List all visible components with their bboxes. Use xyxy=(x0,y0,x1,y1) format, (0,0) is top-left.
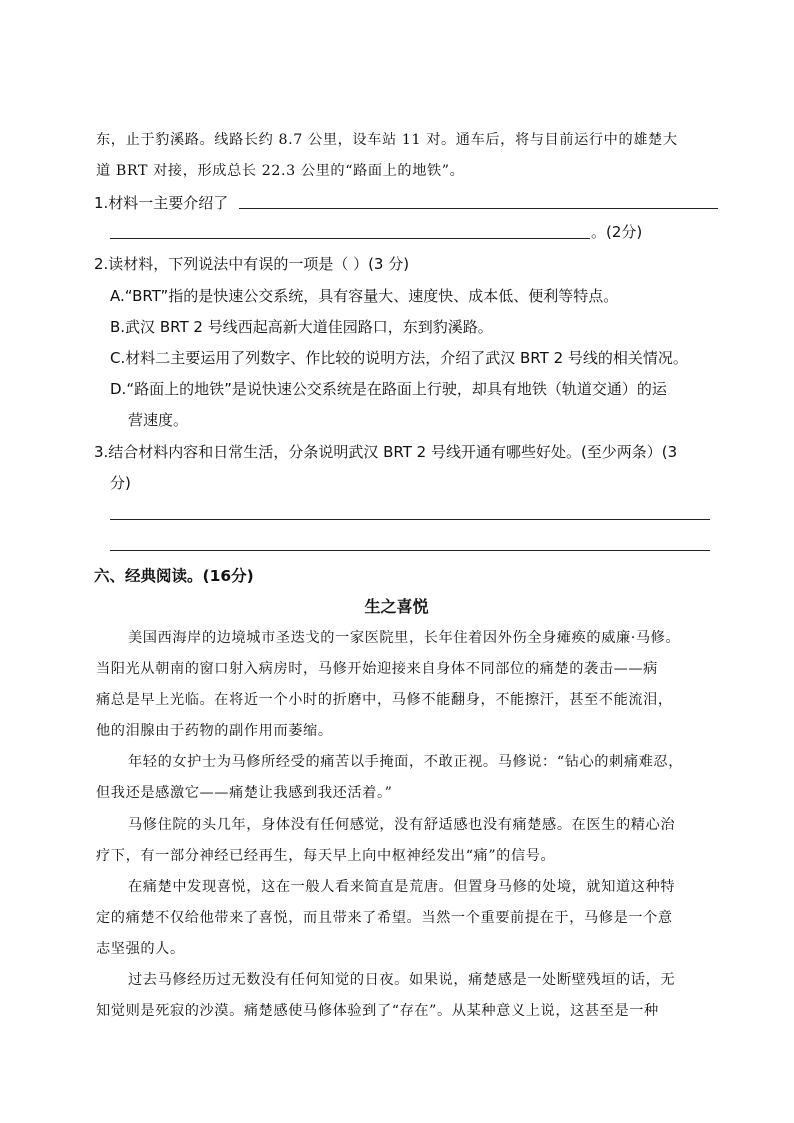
passage-line: 马修住院的头几年，身体没有任何感觉，没有舒适感也没有痛楚感。在医生的精心治 xyxy=(128,817,676,833)
passage-line: 他的泪腺由于药物的副作用而萎缩。 xyxy=(96,723,333,739)
passage-line: 痛总是早上光临。在将近一个小时的折磨中，马修不能翻身，不能擦汗，甚至不能流泪， xyxy=(96,692,673,708)
question-1-answer-line-1[interactable] xyxy=(239,208,718,209)
passage-line: 年轻的女护士为马修所经受的痛苦以手掩面，不敢正视。马修说：“钻心的刺痛难忍， xyxy=(128,754,683,770)
question-3-answer-line-1[interactable] xyxy=(110,519,710,520)
question-3-answer-line-2[interactable] xyxy=(110,550,710,551)
passage-line: 疗下，有一部分神经已经再生，每天早上向中枢神经发出“痛”的信号。 xyxy=(96,848,556,864)
intro-line-2: 道 BRT 对接，形成总长 22.3 公里的“路面上的地铁”。 xyxy=(96,163,465,179)
question-1-score: 。(2分) xyxy=(591,223,643,241)
question-2-option-c[interactable]: C.材料二主要运用了列数字、作比较的说明方法，介绍了武汉 BRT 2 号线的相关情况。 xyxy=(110,349,688,367)
question-2-option-b[interactable]: B.武汉 BRT 2 号线西起高新大道佳园路口，东到豹溪路。 xyxy=(110,318,493,336)
question-2-option-d-cont: 营速度。 xyxy=(128,411,189,429)
passage-line: 美国西海岸的边境城市圣迭戈的一家医院里，长年住着因外伤全身瘫痪的威廉·马修。 xyxy=(128,630,681,646)
question-3-prompt: 3.结合材料内容和日常生活，分条说明武汉 BRT 2 号线开通有哪些好处。(至少两条）(3 xyxy=(94,443,678,461)
question-3-prompt-cont: 分) xyxy=(110,474,131,492)
passage-line: 在痛楚中发现喜悦，这在一般人看来简直是荒唐。但置身马修的处境，就知道这种特 xyxy=(128,879,676,895)
passage-title: 生之喜悦 xyxy=(364,597,429,616)
question-2-prompt: 2.读材料，下列说法中有误的一项是（ ）(3 分) xyxy=(94,255,410,273)
passage-line: 定的痛楚不仅给他带来了喜悦，而且带来了希望。当然一个重要前提在于，马修是一个意 xyxy=(96,910,673,926)
question-2-option-d[interactable]: D.“路面上的地铁”是说快速公交系统是在路面上行驶，却具有地铁（轨道交通）的运 xyxy=(110,380,667,398)
question-2-option-a[interactable]: A.“BRT”指的是快速公交系统，具有容量大、速度快、成本低、便利等特点。 xyxy=(110,287,619,305)
section-6-heading: 六、经典阅读。(16分) xyxy=(94,567,254,585)
question-1-prompt: 1.材料一主要介绍了 xyxy=(94,194,229,212)
intro-line-1: 东，止于豹溪路。线路长约 8.7 公里，设车站 11 对。通车后，将与目前运行中的雄楚大 xyxy=(96,132,678,148)
passage-line: 知觉则是死寂的沙漠。痛楚感使马修体验到了“存在”。从某种意义上说，这甚至是一种 xyxy=(96,1003,659,1019)
question-1-answer-line-2[interactable] xyxy=(110,238,590,239)
passage-line: 过去马修经历过无数没有任何知觉的日夜。如果说，痛楚感是一处断壁残垣的话，无 xyxy=(128,972,676,988)
passage-line: 当阳光从朝南的窗口射入病房时，马修开始迎接来自身体不同部位的痛楚的袭击——病 xyxy=(96,661,658,677)
passage-line: 志坚强的人。 xyxy=(96,941,185,957)
passage-line: 但我还是感激它——痛楚让我感到我还活着。” xyxy=(96,785,393,801)
